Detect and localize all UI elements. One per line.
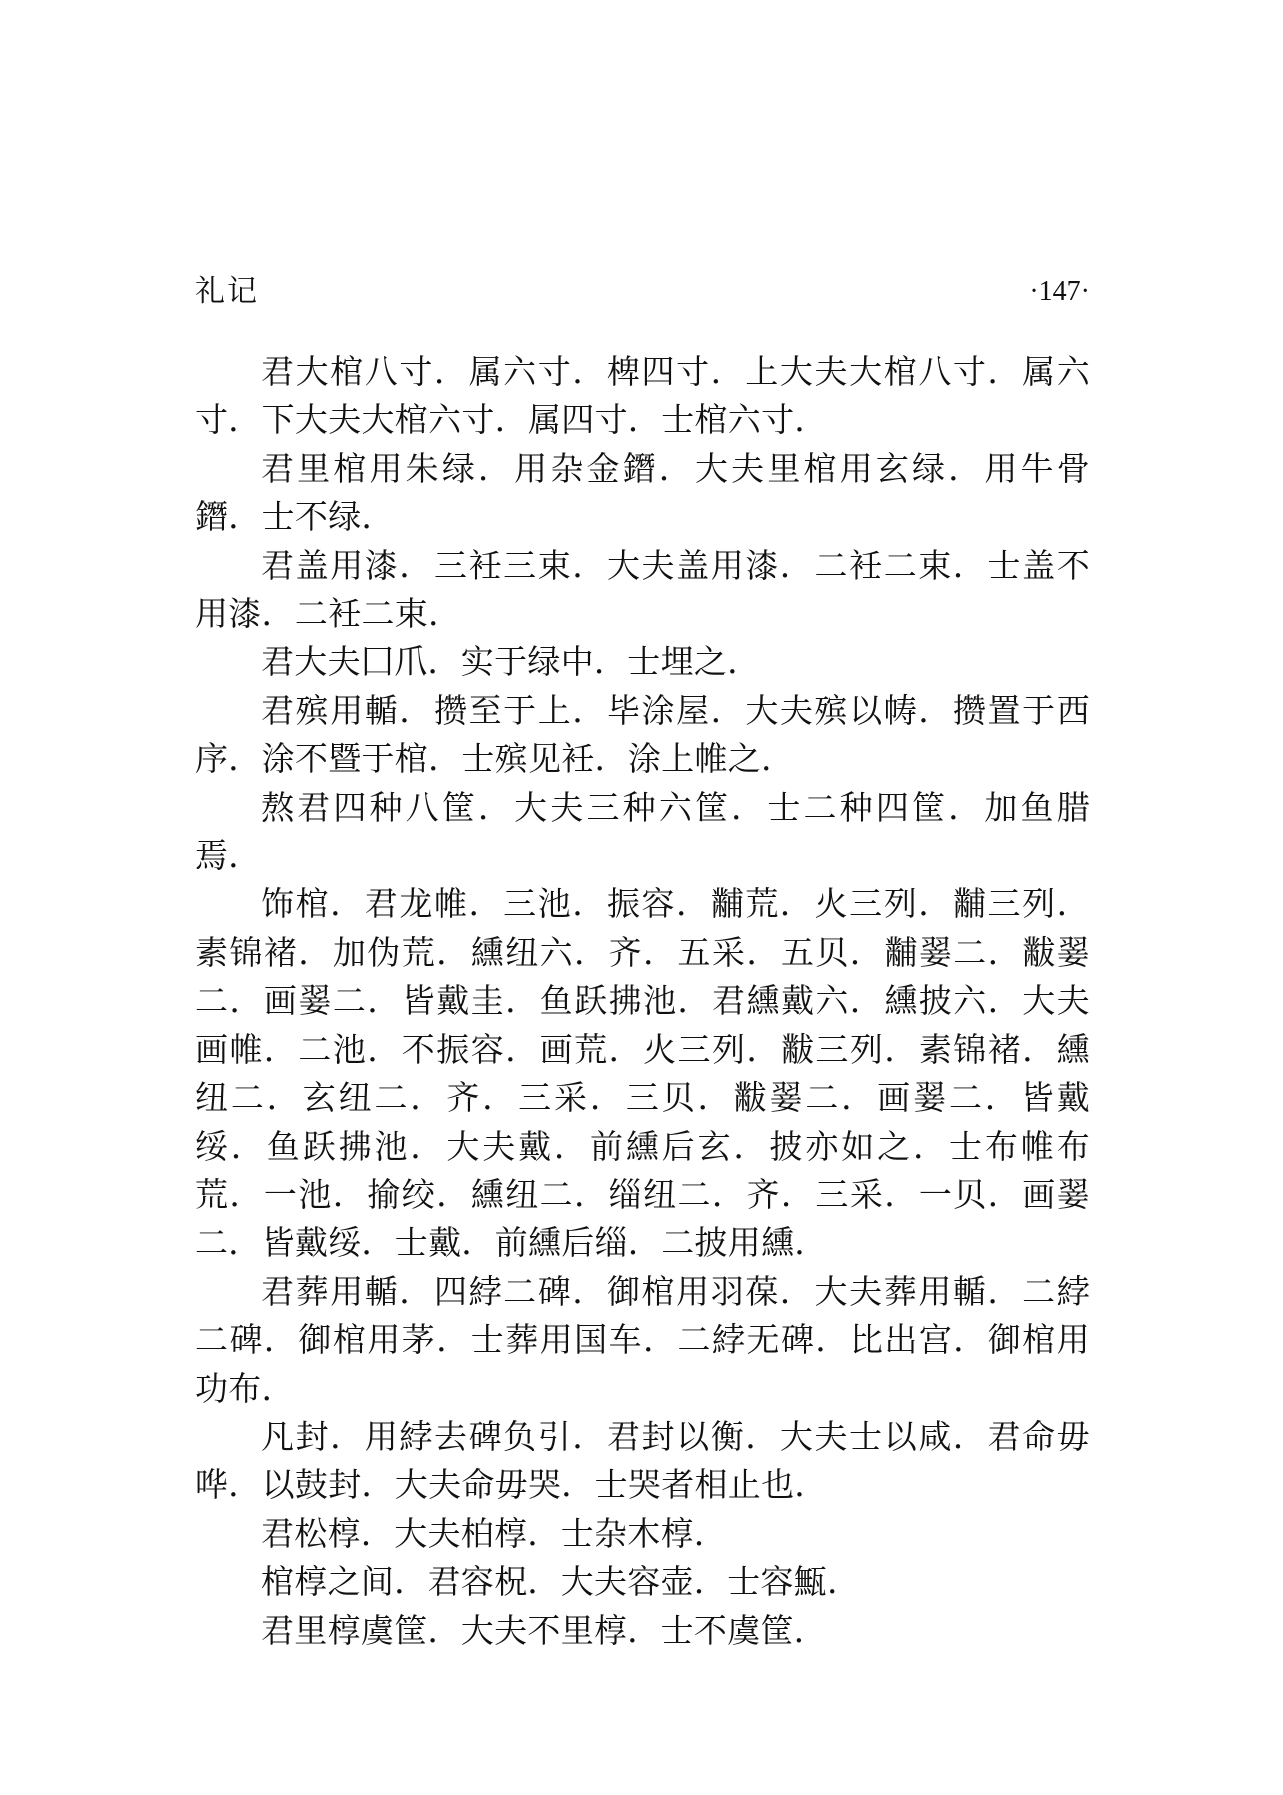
paragraph: 君盖用漆．三衽三束．大夫盖用漆．二衽二束．士盖不用漆．二衽二束． bbox=[195, 545, 1090, 634]
paragraph: 君里棺用朱绿．用杂金鐕．大夫里棺用玄绿．用牛骨鐕．士不绿． bbox=[195, 448, 1090, 537]
paragraph: 君葬用輴．四綍二碑．御棺用羽葆．大夫葬用輴．二綍二碑．御棺用茅．士葬用国车．二綍无碑．比出宫．御棺用功布． bbox=[195, 1271, 1090, 1408]
book-title: 礼记 bbox=[195, 274, 259, 309]
paragraph: 君大夫囗爪．实于绿中．士埋之． bbox=[261, 642, 761, 682]
paragraph: 棺椁之间．君容柷．大夫容壶．士容甒． bbox=[261, 1562, 861, 1602]
running-header bbox=[195, 268, 1090, 316]
paragraph: 君大棺八寸．属六寸．椑四寸．上大夫大棺八寸．属六寸．下大夫大棺六寸．属四寸．士棺六寸． bbox=[195, 352, 1090, 440]
body-text bbox=[195, 348, 1090, 1655]
page-number: ·147· bbox=[1029, 276, 1090, 307]
paragraph: 君里椁虞筐．大夫不里椁．士不虞筐． bbox=[261, 1610, 828, 1650]
paragraph: 君松椁．大夫柏椁．士杂木椁． bbox=[261, 1513, 728, 1553]
paragraph: 凡封．用綍去碑负引．君封以衡．大夫士以咸．君命毋哗．以鼓封．大夫命毋哭．士哭者相止也． bbox=[195, 1416, 1090, 1505]
paragraph: 熬君四种八筐．大夫三种六筐．士二种四筐．加鱼腊焉． bbox=[195, 787, 1090, 876]
paragraph: 饰棺．君龙帷．三池．振容．黼荒．火三列．黼三列．素锦褚．加伪荒．纁纽六．齐．五采．五贝．黼翣二．黻翣二．画翣二．皆戴圭．鱼跃拂池．君纁戴六．纁披六．大夫画帷．二池．不振容．画荒．火三列．黻三列．素锦褚．纁纽二．玄纽二．齐．三采．三贝．黻翣二．画翣二．皆戴绥．鱼跃拂池．大夫戴．前纁后玄．披亦如之．士布帷布荒．一池．揄绞．纁纽二．缁纽二．齐．三采．一贝．画翣二．皆戴绥．士戴．前纁后缁．二披用纁． bbox=[195, 884, 1090, 1263]
paragraph: 君殡用輴．攒至于上．毕涂屋．大夫殡以帱．攒置于西序．涂不暨于棺．士殡见衽．涂上帷之． bbox=[195, 690, 1090, 779]
